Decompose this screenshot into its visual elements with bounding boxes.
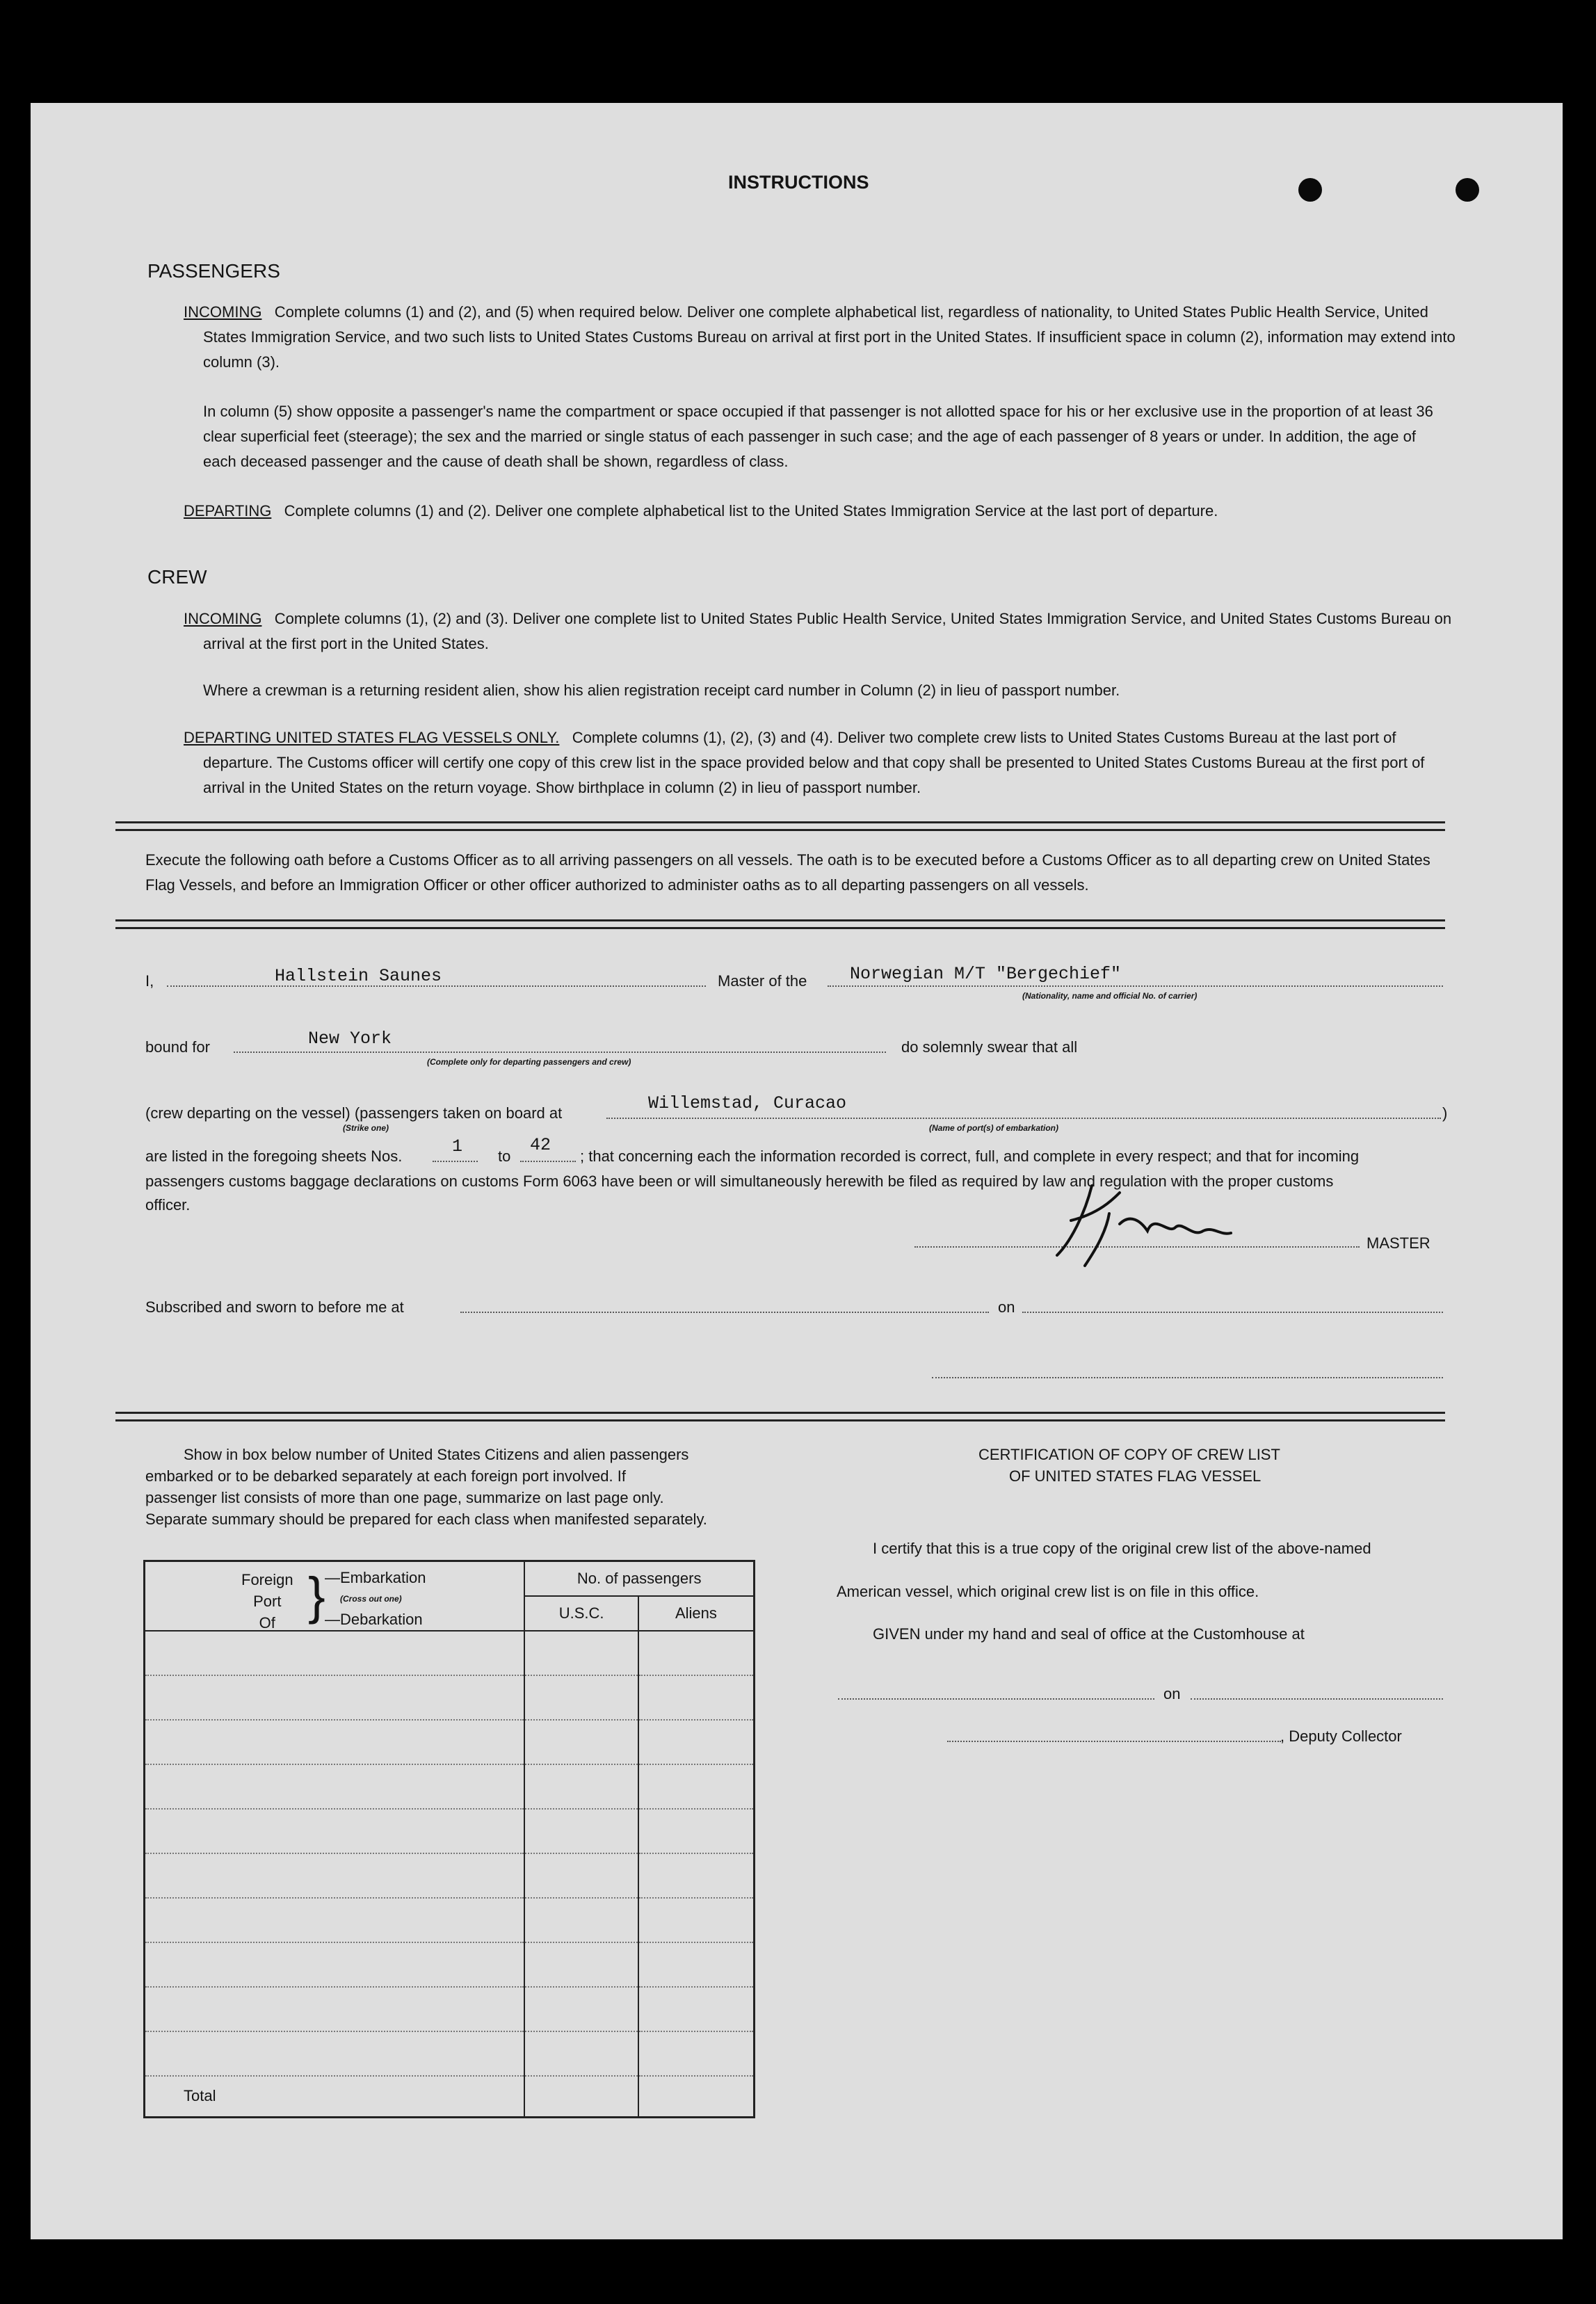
- swear-label: do solemnly swear that all: [901, 1038, 1078, 1056]
- punch-hole-left: [1298, 178, 1322, 202]
- port-cell[interactable]: [145, 1631, 525, 1675]
- aliens-header: Aliens: [638, 1596, 755, 1631]
- certification-date-line: [1191, 1698, 1443, 1700]
- page-title: INSTRUCTIONS: [728, 172, 869, 193]
- sworn-on-label: on: [998, 1298, 1015, 1316]
- sheet-to-value: 42: [530, 1135, 551, 1155]
- master-label: MASTER: [1367, 1234, 1430, 1252]
- aliens-cell[interactable]: [638, 1631, 755, 1675]
- vessel-line: [828, 985, 1443, 987]
- certification-on-label: on: [1163, 1685, 1181, 1702]
- aliens-total-cell[interactable]: [638, 2076, 755, 2118]
- crew-resident-paragraph: Where a crewman is a returning resident alien, show his alien registration receipt card number in Column (2) in lieu of passport number.: [203, 682, 1120, 699]
- sworn-location-line: [460, 1312, 989, 1313]
- usc-cell[interactable]: [524, 1720, 638, 1764]
- oath-i-label: I,: [145, 972, 154, 990]
- aliens-cell[interactable]: [638, 1675, 755, 1720]
- aliens-cell[interactable]: [638, 1809, 755, 1853]
- master-name-value: Hallstein Saunes: [275, 966, 442, 986]
- aliens-cell[interactable]: [638, 1853, 755, 1898]
- subscribed-label: Subscribed and sworn to before me at: [145, 1298, 404, 1316]
- listed-label: are listed in the foregoing sheets Nos.: [145, 1147, 403, 1165]
- no-of-passengers-header: No. of passengers: [524, 1561, 754, 1596]
- passenger-summary-table: [143, 1560, 755, 2118]
- debarkation-label: —Debarkation: [325, 1611, 423, 1628]
- crew-departing-text: Complete columns (1), (2), (3) and (4). Deliver two complete crew lists to United States Customs Bureau at the last port of departure. The Customs officer will certify one copy of this crew list in the space provided below and that copy shall be presented to United States Customs Bureau at the first port of arrival in the United States on the return voyage. Show birthplace in column (2) in lieu of passport number.: [203, 729, 1425, 796]
- summary-instruction-line: passenger list consists of more than one page, summarize on last page only.: [145, 1489, 664, 1506]
- divider-rule: [115, 1412, 1445, 1421]
- aliens-cell[interactable]: [638, 1898, 755, 1942]
- master-signature: [1043, 1172, 1252, 1269]
- summary-instruction-line: Show in box below number of United States Citizens and alien passengers: [184, 1446, 689, 1463]
- certification-line-2: American vessel, which original crew list is on file in this office.: [837, 1583, 1259, 1600]
- aliens-cell[interactable]: [638, 1764, 755, 1809]
- passengers-departing-text: Complete columns (1) and (2). Deliver one complete alphabetical list to the United States Immigration Service at the last port of departure.: [284, 502, 1218, 519]
- embarkation-port-value: Willemstad, Curacao: [648, 1093, 847, 1113]
- sheet-to-line: [520, 1161, 576, 1162]
- usc-total-cell[interactable]: [524, 2076, 638, 2118]
- vessel-value: Norwegian M/T "Bergechief": [850, 964, 1122, 984]
- port-cell[interactable]: [145, 1853, 525, 1898]
- deputy-collector-line: [947, 1741, 1281, 1742]
- port-cell[interactable]: [145, 1987, 525, 2031]
- usc-cell[interactable]: [524, 1942, 638, 1987]
- summary-instruction-line: Separate summary should be prepared for each class when manifested separately.: [145, 1511, 707, 1528]
- usc-cell[interactable]: [524, 1987, 638, 2031]
- aliens-cell[interactable]: [638, 1942, 755, 1987]
- divider-rule: [115, 821, 1445, 831]
- certification-title: CERTIFICATION OF COPY OF CREW LIST: [978, 1446, 1280, 1463]
- foreign-port-header: [145, 1561, 525, 1631]
- crew-passengers-label: (crew departing on the vessel) (passengers taken on board at: [145, 1104, 563, 1122]
- port-cell[interactable]: [145, 1809, 525, 1853]
- usc-cell[interactable]: [524, 1898, 638, 1942]
- sworn-date-line: [1022, 1312, 1443, 1313]
- usc-cell[interactable]: [524, 1809, 638, 1853]
- port-label: Port: [253, 1593, 282, 1610]
- port-cell[interactable]: [145, 1675, 525, 1720]
- usc-cell[interactable]: [524, 1853, 638, 1898]
- of-label: Of: [259, 1614, 275, 1632]
- usc-cell[interactable]: [524, 1675, 638, 1720]
- passengers-departing-label: DEPARTING: [184, 502, 272, 519]
- embarkation-port-line: [606, 1118, 1441, 1119]
- sheet-from-line: [433, 1161, 478, 1162]
- customhouse-line: [838, 1698, 1154, 1700]
- port-cell[interactable]: [145, 2031, 525, 2076]
- divider-rule: [115, 919, 1445, 929]
- summary-instruction-line: embarked or to be debarked separately at each foreign port involved. If: [145, 1467, 626, 1485]
- certification-subtitle: OF UNITED STATES FLAG VESSEL: [1009, 1467, 1262, 1485]
- port-cell[interactable]: [145, 1942, 525, 1987]
- usc-cell[interactable]: [524, 1764, 638, 1809]
- aliens-cell[interactable]: [638, 2031, 755, 2076]
- deputy-collector-label: , Deputy Collector: [1280, 1727, 1402, 1745]
- oath-intro-paragraph: Execute the following oath before a Customs Officer as to all arriving passengers on all vessels. The oath is to be executed before a Customs Officer as to all departing crew on United States Flag Vessels, and before an Immigration Officer or other officer authorized to administer oaths as to all departing passengers on all vessels.: [145, 851, 1430, 894]
- foreign-label: Foreign: [241, 1571, 293, 1588]
- passengers-incoming-text: Complete columns (1) and (2), and (5) when required below. Deliver one complete alphabetical list, regardless of nationality, to United States Public Health Service, United States Immigration Service, and two such lists to United States Customs Bureau on arrival at first port in the United States. If insufficient space in column (2), information may extend into column (3).: [203, 303, 1456, 371]
- aliens-cell[interactable]: [638, 1987, 755, 2031]
- bound-for-value: New York: [308, 1029, 392, 1049]
- crew-departing-label: DEPARTING UNITED STATES FLAG VESSELS ONLY.: [184, 729, 560, 746]
- total-label: Total: [184, 2087, 216, 2105]
- section-heading-crew: CREW: [147, 566, 207, 588]
- certification-line-1: I certify that this is a true copy of the original crew list of the above-named: [873, 1540, 1371, 1557]
- punch-hole-right: [1456, 178, 1479, 202]
- statement-part-2: passengers customs baggage declarations on customs Form 6063 have been or will simultaneously herewith be filed as required by law and regulation with the proper customs: [145, 1173, 1334, 1190]
- section-heading-passengers: PASSENGERS: [147, 260, 280, 282]
- crew-incoming-paragraph: [184, 606, 1467, 656]
- usc-cell[interactable]: [524, 2031, 638, 2076]
- vessel-caption: (Nationality, name and official No. of carrier): [1022, 991, 1198, 1001]
- to-label: to: [498, 1147, 511, 1165]
- usc-header: U.S.C.: [524, 1596, 638, 1631]
- cross-out-caption: (Cross out one): [340, 1594, 402, 1604]
- total-label-cell: [145, 2076, 525, 2118]
- strike-one-caption: (Strike one): [343, 1123, 389, 1133]
- bound-for-caption: (Complete only for departing passengers and crew): [427, 1057, 631, 1067]
- crew-incoming-label: INCOMING: [184, 610, 262, 627]
- embarkation-port-caption: (Name of port(s) of embarkation): [929, 1123, 1059, 1133]
- close-paren: ): [1442, 1104, 1448, 1122]
- certification-line-3: GIVEN under my hand and seal of office at the Customhouse at: [873, 1625, 1305, 1643]
- port-cell[interactable]: [145, 1898, 525, 1942]
- master-of-label: Master of the: [718, 972, 807, 990]
- aliens-cell[interactable]: [638, 1720, 755, 1764]
- crew-departing-paragraph: [184, 725, 1467, 800]
- embarkation-label: —Embarkation: [325, 1569, 426, 1586]
- passengers-departing-paragraph: [184, 499, 1448, 524]
- bound-for-line: [234, 1052, 886, 1053]
- officer-signature-line: [932, 1377, 1443, 1378]
- statement-part-3: officer.: [145, 1196, 191, 1214]
- passengers-column5-paragraph: In column (5) show opposite a passenger's name the compartment or space occupied if that passenger is not allotted space for his or her exclusive use in the proportion of at least 36 clear superficial feet (steerage); the sex and the married or single status of each passenger in such case; and the age of each passenger of 8 years or under. In addition, the age of each deceased passenger and the cause of death shall be shown, regardless of class.: [203, 403, 1433, 470]
- passengers-incoming-paragraph: [184, 300, 1467, 375]
- bound-for-label: bound for: [145, 1038, 210, 1056]
- passengers-incoming-label: INCOMING: [184, 303, 262, 321]
- crew-incoming-text: Complete columns (1), (2) and (3). Deliver one complete list to United States Public Health Service, United States Immigration Service, and United States Customs Bureau on arrival at the first port in the United States.: [203, 610, 1452, 652]
- port-cell[interactable]: [145, 1720, 525, 1764]
- port-cell[interactable]: [145, 1764, 525, 1809]
- sheet-from-value: 1: [452, 1136, 463, 1157]
- statement-part-1: ; that concerning each the information recorded is correct, full, and complete in every respect; and that for incoming: [580, 1147, 1360, 1165]
- brace-icon: }: [308, 1567, 325, 1625]
- usc-cell[interactable]: [524, 1631, 638, 1675]
